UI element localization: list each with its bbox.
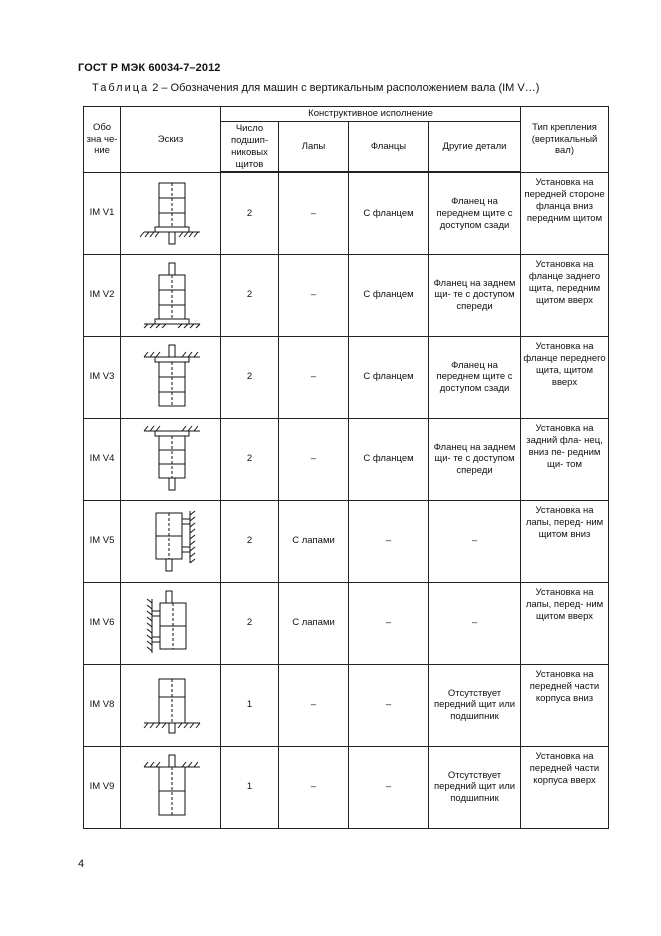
header-feet: Лапы xyxy=(279,121,349,172)
table-row xyxy=(84,746,609,828)
no-front-shield-down-sketch-icon xyxy=(136,671,206,739)
flanges-cell: – xyxy=(349,664,429,746)
flanges-cell: – xyxy=(349,500,429,582)
feet-cell: С лапами xyxy=(279,500,349,582)
header-sketch: Эскиз xyxy=(121,107,221,173)
feet-cell: – xyxy=(279,664,349,746)
table-caption-text: 2 – Обозначения для машин с вертикальным расположением вала (IM V…) xyxy=(149,82,540,94)
feet-cell: – xyxy=(279,254,349,336)
mounting-cell: Установка на передней части корпуса вниз xyxy=(521,664,609,746)
flanges-cell: С фланцем xyxy=(349,418,429,500)
designation-cell: IM V9 xyxy=(84,746,121,828)
designation-cell: IM V2 xyxy=(84,254,121,336)
other-cell: Фланец на переднем щите с доступом сзади xyxy=(429,172,521,254)
bearings-cell: 2 xyxy=(221,418,279,500)
other-cell: Фланец на заднем щи- те с доступом спереди xyxy=(429,418,521,500)
other-cell: Отсутствует передний щит или подшипник xyxy=(429,664,521,746)
mounting-cell: Установка на передней части корпуса вверх xyxy=(521,746,609,828)
table-row xyxy=(84,172,609,254)
flange-shaft-down-sketch-icon xyxy=(136,179,206,247)
other-cell: Фланец на заднем щи- те с доступом спереди xyxy=(429,254,521,336)
feet-cell: – xyxy=(279,336,349,418)
table-caption-prefix: Таблица xyxy=(92,82,150,94)
no-front-shield-up-sketch-icon xyxy=(136,753,206,821)
bearings-cell: 1 xyxy=(221,664,279,746)
flange-shaft-up-sketch-icon xyxy=(136,261,206,329)
table-row xyxy=(84,418,609,500)
table-row xyxy=(84,254,609,336)
sketch-cell xyxy=(121,254,221,336)
sketch-cell xyxy=(121,418,221,500)
feet-cell: – xyxy=(279,418,349,500)
bearings-cell: 2 xyxy=(221,254,279,336)
header-other: Другие детали xyxy=(429,121,521,172)
flanges-cell: С фланцем xyxy=(349,336,429,418)
other-cell: Фланец на переднем щите с доступом сзади xyxy=(429,336,521,418)
designation-cell: IM V4 xyxy=(84,418,121,500)
other-cell: – xyxy=(429,500,521,582)
header-bearings: Число подшип- никовых щитов xyxy=(221,121,279,172)
sketch-cell xyxy=(121,336,221,418)
table-row xyxy=(84,582,609,664)
designation-cell: IM V6 xyxy=(84,582,121,664)
page-number: 4 xyxy=(78,858,85,870)
sketch-cell xyxy=(121,172,221,254)
flange-top-shaft-up-sketch-icon xyxy=(136,343,206,411)
document-header: ГОСТ Р МЭК 60034-7–2012 xyxy=(78,62,221,74)
wall-feet-shaft-up-sketch-icon xyxy=(136,589,206,657)
mounting-cell: Установка на задний флa- нец, вниз пе- редним щи- том xyxy=(521,418,609,500)
header-designation: Обо зна че- ние xyxy=(84,107,121,173)
flanges-cell: – xyxy=(349,582,429,664)
flanges-cell: С фланцем xyxy=(349,254,429,336)
mounting-cell: Установка на лапы, перед- ним щитом вниз xyxy=(521,500,609,582)
bearings-cell: 1 xyxy=(221,746,279,828)
flanges-cell: С фланцем xyxy=(349,172,429,254)
sketch-cell xyxy=(121,582,221,664)
table-row xyxy=(84,664,609,746)
feet-cell: – xyxy=(279,746,349,828)
flanges-cell: – xyxy=(349,746,429,828)
designation-cell: IM V3 xyxy=(84,336,121,418)
bearings-cell: 2 xyxy=(221,582,279,664)
mounting-cell: Установка на фланце переднего щита, щитом вверх xyxy=(521,336,609,418)
table-row xyxy=(84,336,609,418)
mounting-cell: Установка на передней стороне фланца вниз передним щитом xyxy=(521,172,609,254)
header-mounting: Тип крепления (вертикальный вал) xyxy=(521,107,609,173)
table-caption xyxy=(92,82,539,94)
designations-table xyxy=(83,106,609,829)
header-flanges: Фланцы xyxy=(349,121,429,172)
wall-feet-shaft-down-sketch-icon xyxy=(136,507,206,575)
table-row xyxy=(84,500,609,582)
other-cell: Отсутствует передний щит или подшипник xyxy=(429,746,521,828)
mounting-cell: Установка на фланце заднего щита, передним щитом вверх xyxy=(521,254,609,336)
mounting-cell: Установка на лапы, перед- ним щитом вверх xyxy=(521,582,609,664)
header-construction: Конструктивное исполнение xyxy=(221,107,521,122)
bearings-cell: 2 xyxy=(221,336,279,418)
bearings-cell: 2 xyxy=(221,172,279,254)
other-cell: – xyxy=(429,582,521,664)
feet-cell: – xyxy=(279,172,349,254)
feet-cell: С лапами xyxy=(279,582,349,664)
sketch-cell xyxy=(121,746,221,828)
designation-cell: IM V1 xyxy=(84,172,121,254)
designation-cell: IM V5 xyxy=(84,500,121,582)
sketch-cell xyxy=(121,500,221,582)
sketch-cell xyxy=(121,664,221,746)
designation-cell: IM V8 xyxy=(84,664,121,746)
bearings-cell: 2 xyxy=(221,500,279,582)
flange-top-shaft-down-sketch-icon xyxy=(136,425,206,493)
